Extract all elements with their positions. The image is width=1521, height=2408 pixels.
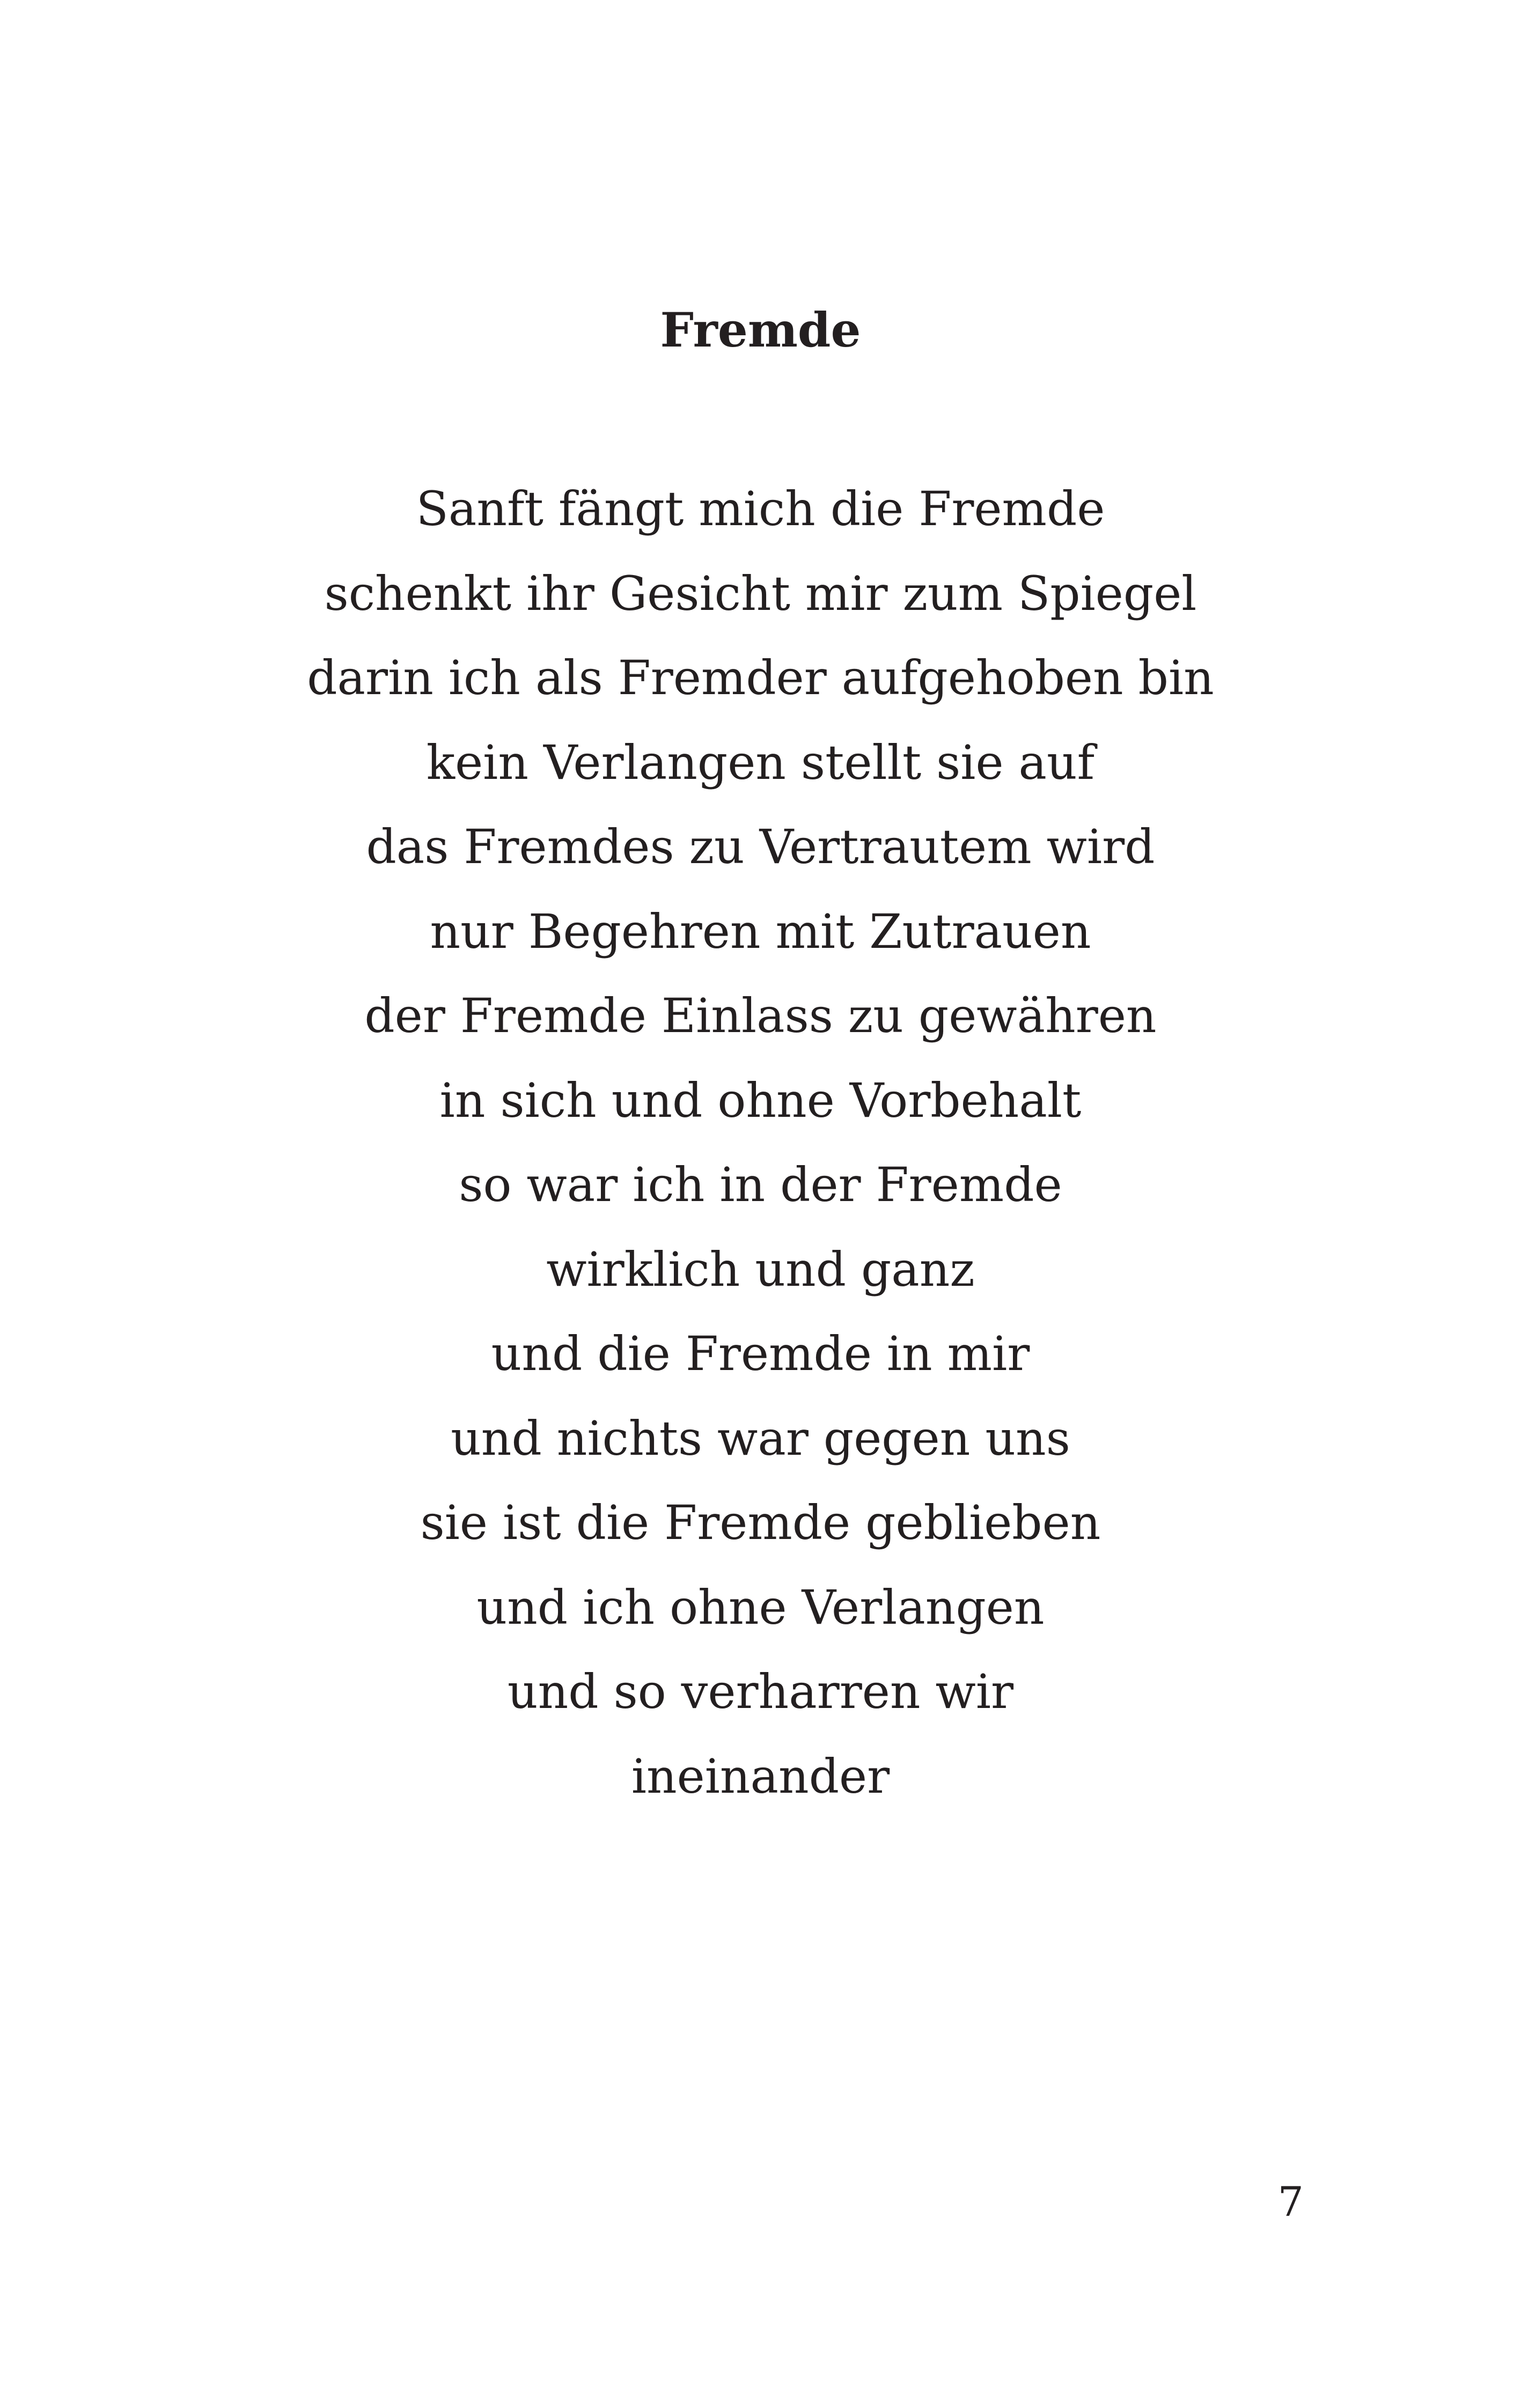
poem-line: das Fremdes zu Vertrautem wird bbox=[366, 819, 1155, 874]
poem-line: wirklich und ganz bbox=[546, 1241, 975, 1297]
poem-line: schenkt ihr Gesicht mir zum Spiegel bbox=[324, 565, 1197, 621]
poem-title: Fremde bbox=[660, 302, 861, 358]
poem-line: der Fremde Einlass zu gewähren bbox=[364, 988, 1157, 1043]
poem-line: in sich und ohne Vorbehalt bbox=[439, 1072, 1082, 1128]
page-number: 7 bbox=[1277, 2178, 1304, 2226]
poem-line: darin ich als Fremder aufgehoben bin bbox=[307, 650, 1214, 705]
poem-line: Sanft fängt mich die Fremde bbox=[416, 481, 1105, 536]
poem-line: und so verharren wir bbox=[507, 1664, 1014, 1719]
poem-line: kein Verlangen stellt sie auf bbox=[426, 734, 1095, 790]
poem-line: nur Begehren mit Zutrauen bbox=[430, 903, 1091, 959]
poem-line: sie ist die Fremde geblieben bbox=[420, 1495, 1101, 1550]
poem-line: und die Fremde in mir bbox=[491, 1326, 1030, 1381]
poem-line: ineinander bbox=[631, 1748, 890, 1804]
poem-line: und ich ohne Verlangen bbox=[476, 1579, 1045, 1635]
poem-line: so war ich in der Fremde bbox=[459, 1157, 1062, 1212]
poem-line: und nichts war gegen uns bbox=[451, 1410, 1070, 1466]
poem-body bbox=[0, 467, 1521, 1818]
